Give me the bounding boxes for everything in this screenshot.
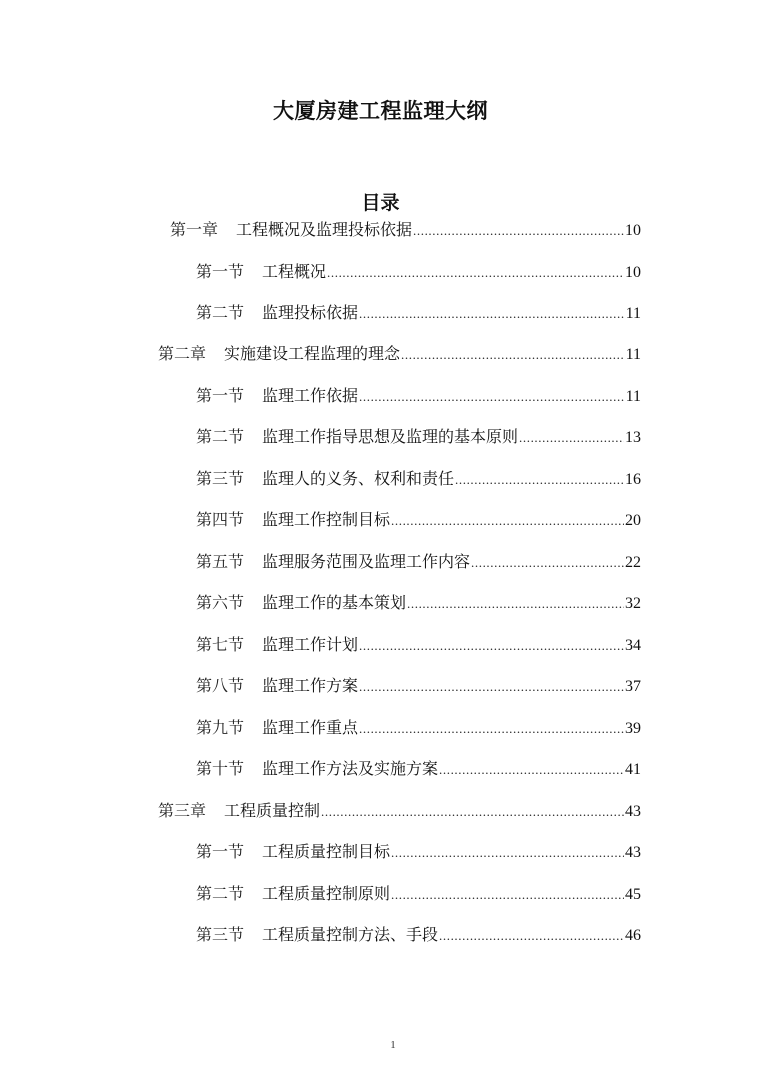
toc-entry-title: 监理工作控制目标 [262,512,391,529]
toc-entry-chapter-1[interactable] [170,218,641,242]
dot-leader [401,346,625,366]
toc-entry-title: 监理人的义务、权利和责任 [262,471,455,488]
toc-entry-label: 第三节 [196,927,245,944]
toc-entry-title: 监理投标依据 [262,305,359,322]
toc-entry-page: 37 [625,678,641,695]
toc-entry-page: 46 [625,927,641,944]
toc-entry-page: 11 [625,388,641,405]
dot-leader [359,720,624,740]
toc-entry-label: 第四节 [196,512,245,529]
toc-entry-page: 22 [625,554,641,571]
toc-entry-title: 监理工作指导思想及监理的基本原则 [262,429,519,446]
toc-entry-section[interactable] [196,633,641,657]
toc-entry-title: 监理工作重点 [262,720,359,737]
toc-entry-title: 实施建设工程监理的理念 [224,346,401,363]
dot-leader [359,305,625,325]
toc-entry-label: 第二节 [196,305,245,322]
page-number: 1 [390,1039,396,1051]
toc-entry-section[interactable] [196,882,641,906]
toc-entry-label: 第三节 [196,471,245,488]
toc-heading: 目录 [361,192,400,214]
toc-entry-title: 监理工作计划 [262,637,359,654]
toc-entry-page: 45 [625,886,641,903]
dot-leader [321,803,624,823]
toc-entry-title: 工程质量控制目标 [262,844,391,861]
toc-entry-section[interactable] [196,674,641,698]
dot-leader [359,637,624,657]
toc-entry-page: 20 [625,512,641,529]
dot-leader [359,388,625,408]
toc-entry-section[interactable] [196,508,641,532]
toc-entry-label: 第一节 [196,388,245,405]
toc-entry-page: 43 [625,844,641,861]
toc-entry-title: 工程概况及监理投标依据 [236,222,413,239]
document-title: 大厦房建工程监理大纲 [273,99,488,123]
toc-entry-section[interactable] [196,923,641,947]
toc-entry-page: 11 [625,346,641,363]
toc-entry-chapter-2[interactable] [158,342,641,366]
dot-leader [391,844,624,864]
dot-leader [519,429,624,449]
toc-entry-title: 监理工作方案 [262,678,359,695]
toc-entry-section[interactable] [196,550,641,574]
dot-leader [407,595,624,615]
toc-entry-label: 第八节 [196,678,245,695]
toc-entry-section[interactable] [196,467,641,491]
toc-entry-label: 第七节 [196,637,245,654]
toc-entry-label: 第九节 [196,720,245,737]
toc-entry-section[interactable] [196,384,641,408]
toc-entry-page: 10 [625,222,641,239]
toc-entry-label: 第三章 [158,803,207,820]
toc-entry-label: 第二章 [158,346,207,363]
dot-leader [327,264,624,284]
toc-entry-section[interactable] [196,757,641,781]
toc-entry-label: 第一章 [170,222,219,239]
dot-leader [439,761,624,781]
toc-entry-section[interactable] [196,591,641,615]
toc-entry-label: 第二节 [196,429,245,446]
toc-entry-page: 43 [625,803,641,820]
toc-entry-title: 工程质量控制原则 [262,886,391,903]
toc-entry-label: 第十节 [196,761,245,778]
dot-leader [413,222,624,242]
toc-entry-title: 监理工作方法及实施方案 [262,761,439,778]
toc-entry-title: 监理服务范围及监理工作内容 [262,554,471,571]
toc-entry-chapter-3[interactable] [158,799,641,823]
toc-entry-title: 工程质量控制 [224,803,321,820]
toc-entry-section[interactable] [196,716,641,740]
toc-entry-label: 第五节 [196,554,245,571]
dot-leader [391,512,624,532]
dot-leader [455,471,624,491]
toc-entry-title: 工程质量控制方法、手段 [262,927,439,944]
toc-entry-section[interactable] [196,301,641,325]
toc-entry-page: 41 [625,761,641,778]
toc-entry-page: 34 [625,637,641,654]
toc-entry-label: 第二节 [196,886,245,903]
toc-entry-section[interactable] [196,260,641,284]
toc-entry-page: 11 [625,305,641,322]
toc-entry-section[interactable] [196,425,641,449]
toc-entry-label: 第一节 [196,264,245,281]
dot-leader [471,554,624,574]
dot-leader [391,886,624,906]
toc-entry-title: 工程概况 [262,264,327,281]
toc-entry-page: 13 [625,429,641,446]
dot-leader [359,678,624,698]
toc-entry-title: 监理工作的基本策划 [262,595,407,612]
toc-entry-label: 第六节 [196,595,245,612]
toc-entry-page: 10 [625,264,641,281]
toc-entry-page: 16 [625,471,641,488]
toc-entry-section[interactable] [196,840,641,864]
toc-entry-label: 第一节 [196,844,245,861]
dot-leader [439,927,624,947]
toc-entry-title: 监理工作依据 [262,388,359,405]
toc-entry-page: 32 [625,595,641,612]
toc-entry-page: 39 [625,720,641,737]
